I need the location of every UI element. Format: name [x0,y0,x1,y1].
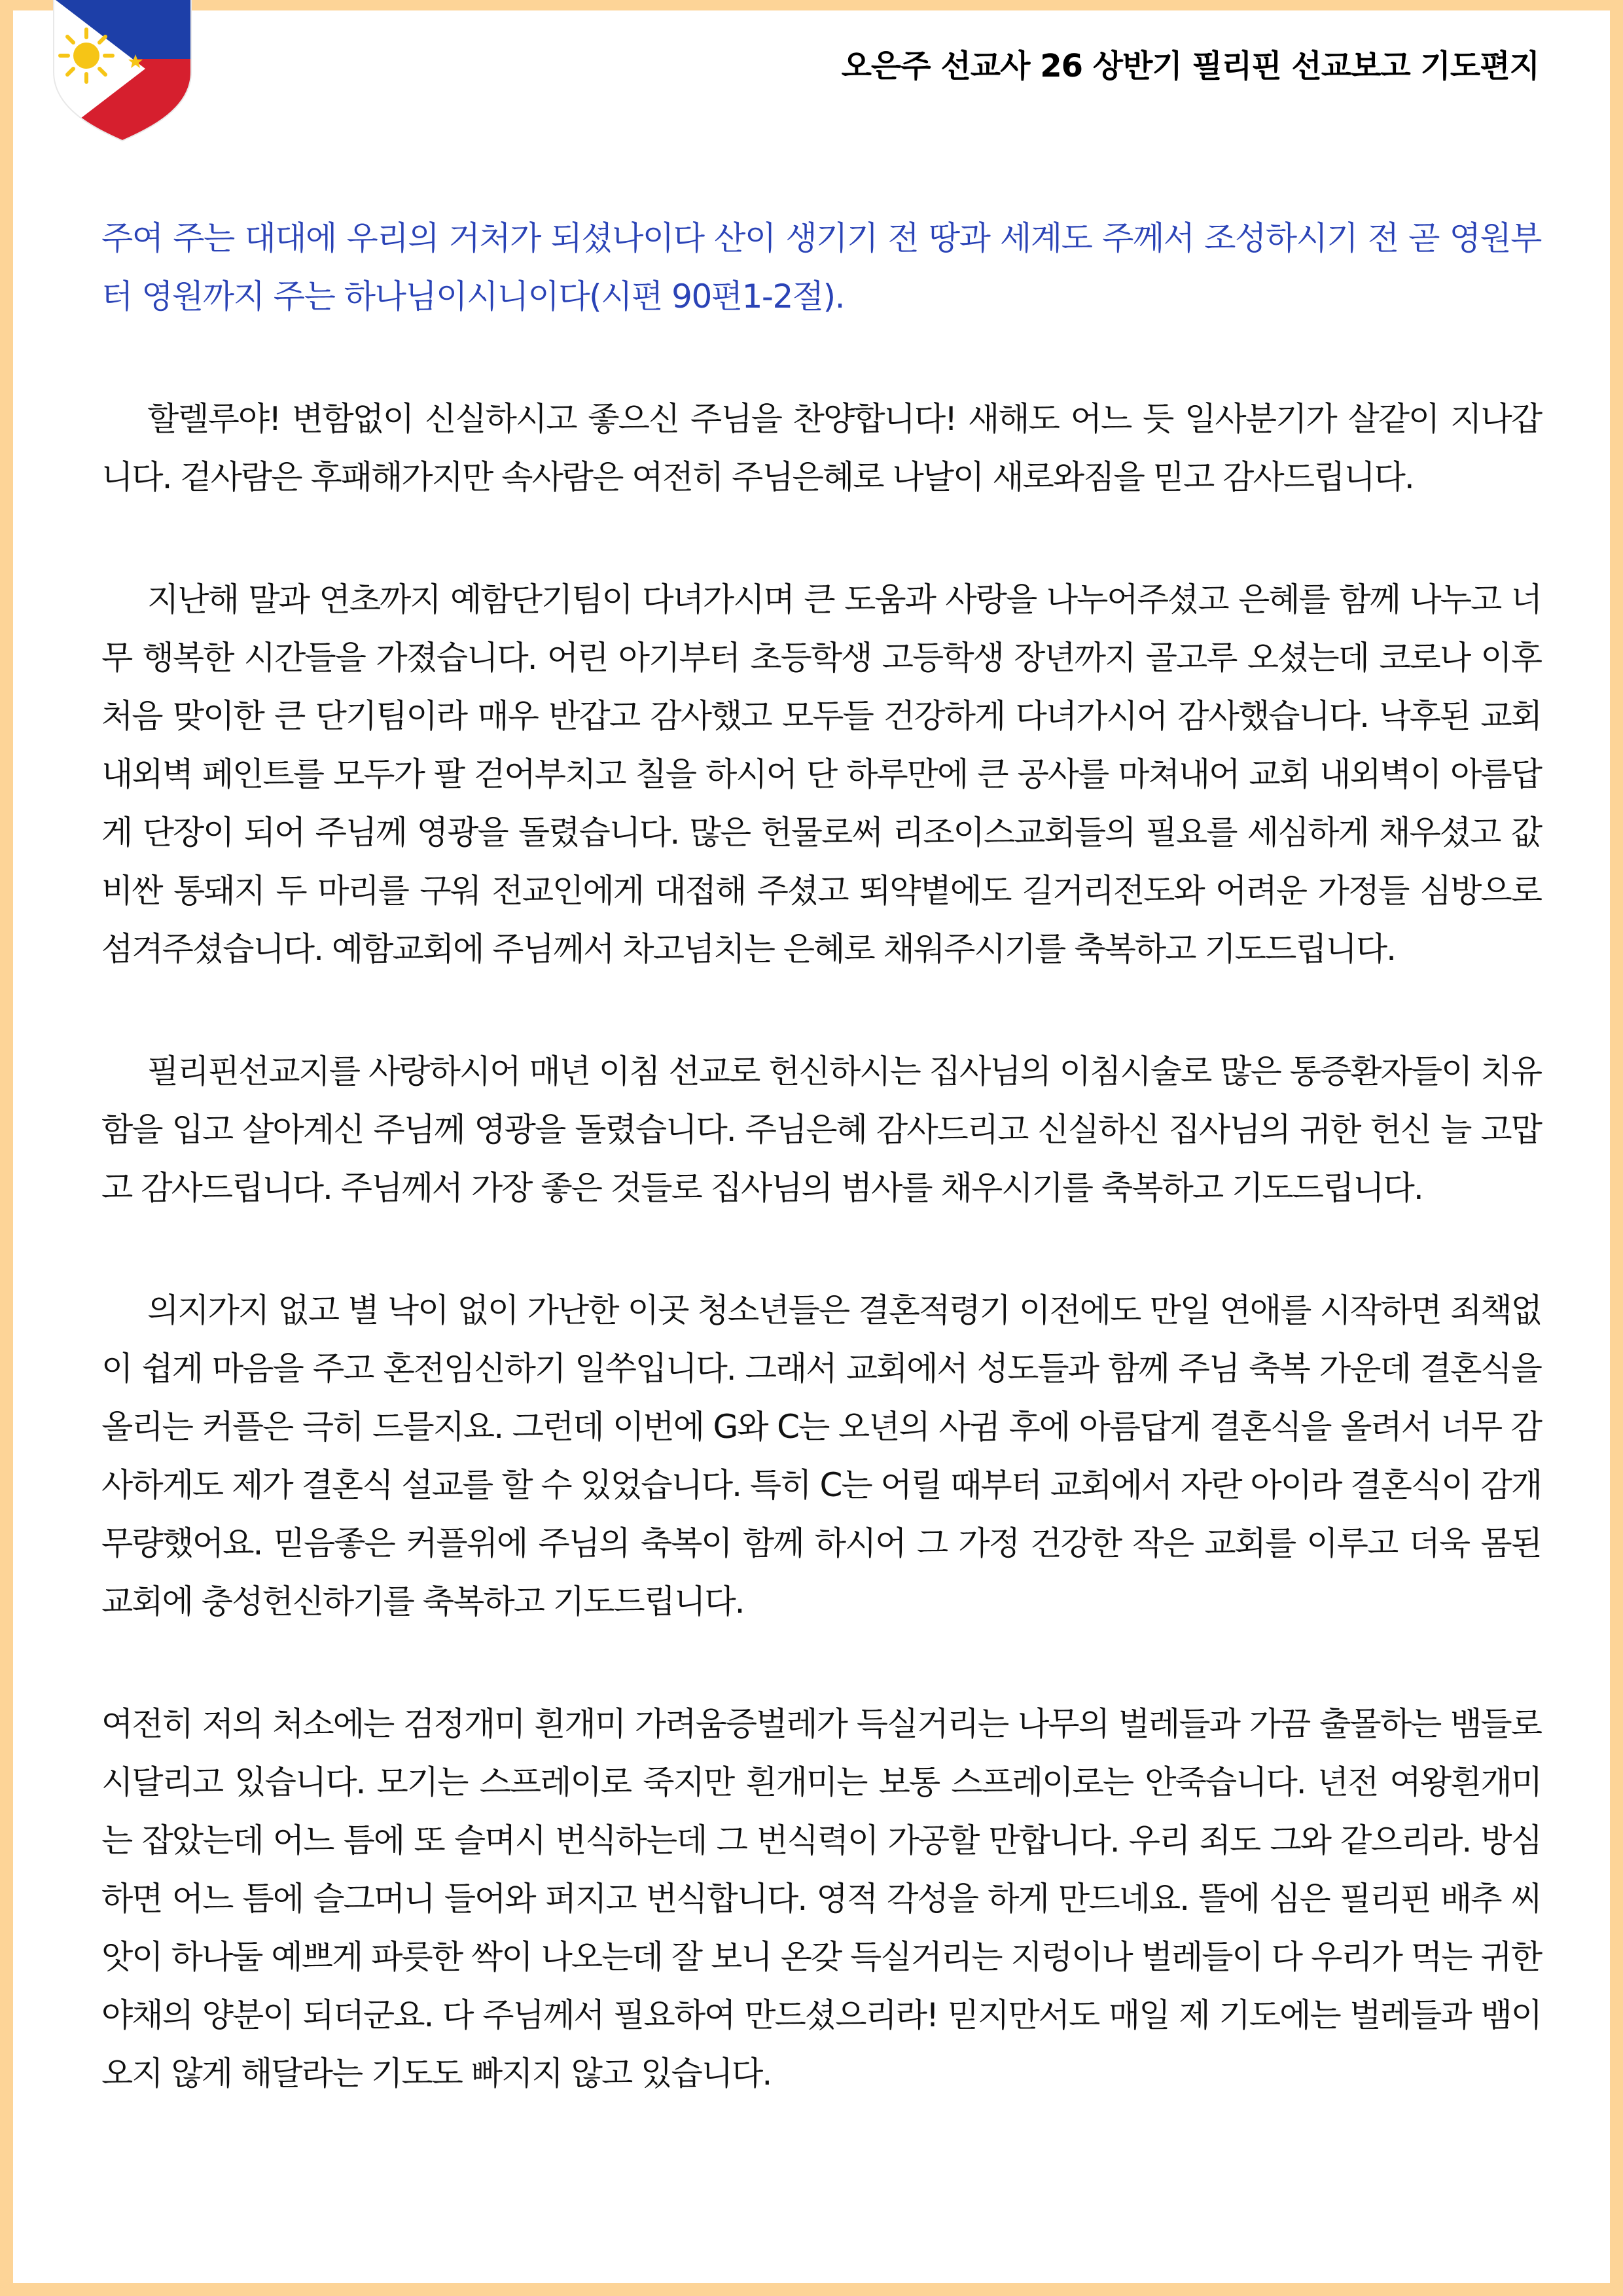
paragraph-wedding: 의지가지 없고 별 낙이 없이 가난한 이곳 청소년들은 결혼적령기 이전에도 만일 연애를 시작하면 죄책없이 쉽게 마음을 주고 혼전임신하기 일쑤입니다. 그래서 교회에서 성도들과 함께 주님 축복 가운데 결혼식을 올리는 커플은 극히 드믈지요. 그런데 이번에 G와 C는 오년의 사귐 후에 아름답게 결혼식을 올려서 너무 감사하게도 제가 결혼식 설교를 할 수 있었습니다. 특히 C는 어릴 때부터 교회에서 자란 아이라 결혼식이 감개무량했어요. 믿음좋은 커플위에 주님의 축복이 함께 하시어 그 가정 건강한 작은 교회를 이루고 더욱 몸된 교회에 충성헌신하기를 축복하고 기도드립니다. [101,1291,1541,1621]
letter-body [101,209,1541,2103]
paragraph-short-term-team: 지난해 말과 연초까지 예함단기팀이 다녀가시며 큰 도움과 사랑을 나누어주셨고 은혜를 함께 나누고 너무 행복한 시간들을 가졌습니다. 어린 아기부터 초등학생 고등학생 장년까지 골고루 오셨는데 코로나 이후 처음 맞이한 큰 단기팀이라 매우 반갑고 감사했고 모두들 건강하게 다녀가시어 감사했습니다. 낙후된 교회 내외벽 페인트를 모두가 팔 걷어부치고 칠을 하시어 단 하루만에 큰 공사를 마쳐내어 교회 내외벽이 아름답게 단장이 되어 주님께 영광을 돌렸습니다. 많은 헌물로써 리조이스교회들의 필요를 세심하게 채우셨고 값비싼 통돼지 두 마리를 구워 전교인에게 대접해 주셨고 뙤약볕에도 길거리전도와 어려운 가정들 심방으로 섬겨주셨습니다. 예함교회에 주님께서 차고넘치는 은혜로 채워주시기를 축복하고 기도드립니다. [101,581,1541,968]
paragraph-insects: 여전히 저의 처소에는 검정개미 흰개미 가려움증벌레가 득실거리는 나무의 벌레들과 가끔 출몰하는 뱀들로 시달리고 있습니다. 모기는 스프레이로 죽지만 흰개미는 보통 스프레이로는 안죽습니다. 년전 여왕흰개미는 잡았는데 어느 틈에 또 슬며시 번식하는데 그 번식력이 가공할 만합니다. 우리 죄도 그와 같으리라. 방심하면 어느 틈에 슬그머니 들어와 퍼지고 번식합니다. 영적 각성을 하게 만드네요. 뜰에 심은 필리핀 배추 씨앗이 하나둘 예쁘게 파릇한 싹이 나오는데 잘 보니 온갖 득실거리는 지렁이나 벌레들이 다 우리가 먹는 귀한 야채의 양분이 되더군요. 다 주님께서 필요하여 만드셨으리라! 믿지만서도 매일 제 기도에는 벌레들과 뱀이 오지 않게 해달라는 기도도 빠지지 않고 있습니다. [101,1705,1541,2092]
page-title: 오은주 선교사 26 상반기 필리핀 선교보고 기도편지 [841,48,1539,84]
paragraph-greeting: 할렐루야! 변함없이 신실하시고 좋으신 주님을 찬양합니다! 새해도 어느 듯 일사분기가 살같이 지나갑니다. 겉사람은 후패해가지만 속사람은 여전히 주님은혜로 나날이 새로와짐을 믿고 감사드립니다. [101,400,1541,496]
scripture-quote: 주여 주는 대대에 우리의 거처가 되셨나이다 산이 생기기 전 땅과 세계도 주께서 조성하시기 전 곧 영원부터 영원까지 주는 하나님이시니이다(시편 90편1-2절). [101,219,1541,315]
philippine-flag-shield-icon [47,0,198,144]
paragraph-acupuncture-mission: 필리핀선교지를 사랑하시어 매년 이침 선교로 헌신하시는 집사님의 이침시술로 많은 통증환자들이 치유함을 입고 살아계신 주님께 영광을 돌렸습니다. 주님은혜 감사드리고 신실하신 집사님의 귀한 헌신 늘 고맙고 감사드립니다. 주님께서 가장 좋은 것들로 집사님의 범사를 채우시기를 축복하고 기도드립니다. [101,1052,1541,1207]
